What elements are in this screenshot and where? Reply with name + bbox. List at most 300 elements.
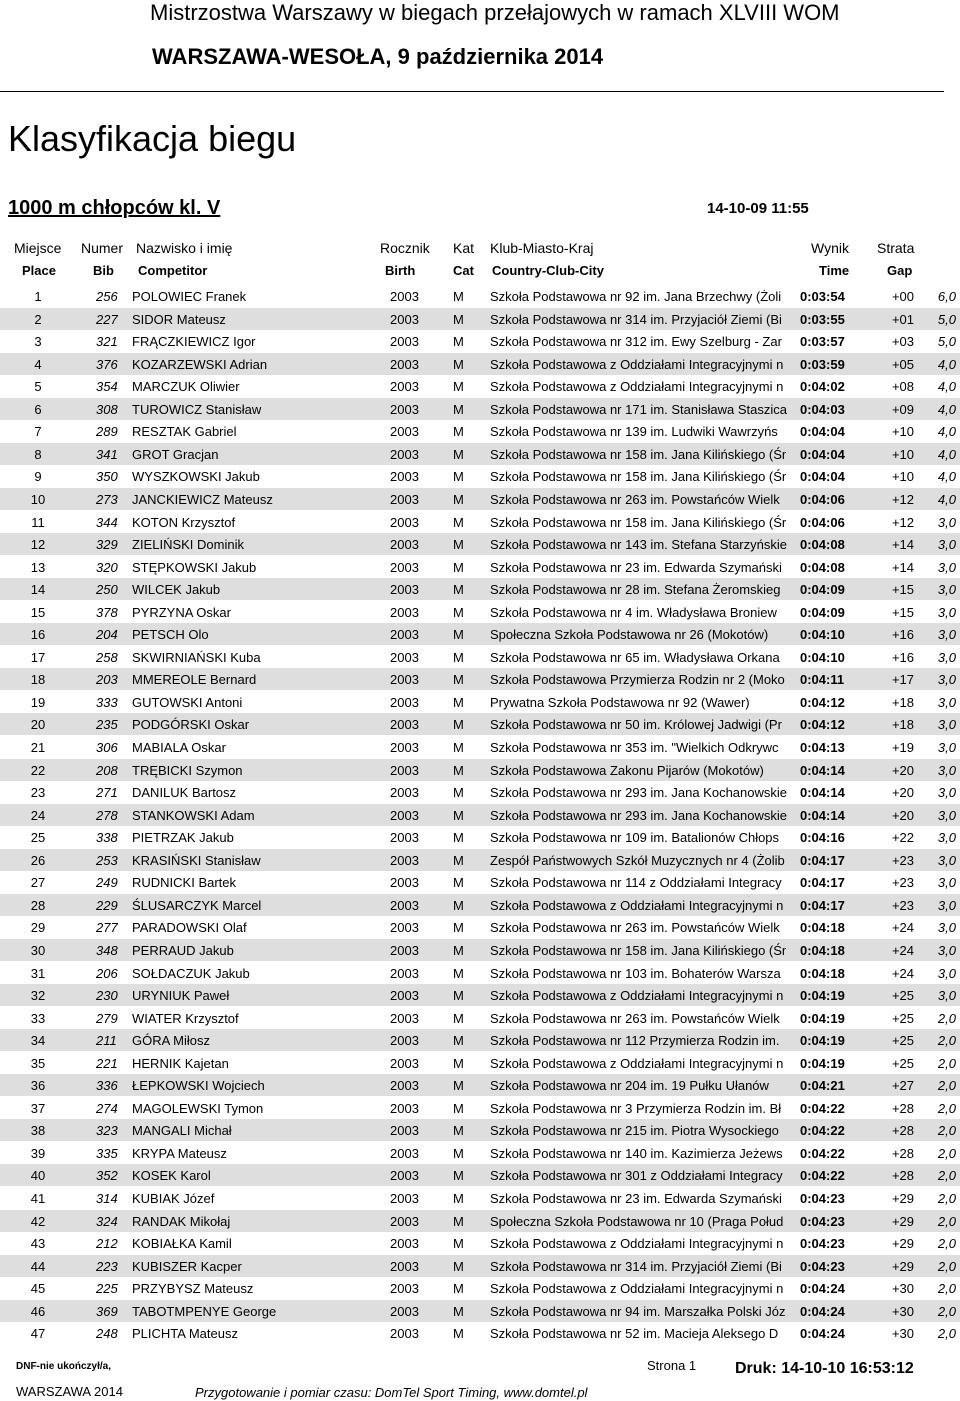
category: M	[453, 424, 464, 440]
points: 2,0	[937, 1145, 956, 1161]
category: M	[453, 920, 464, 936]
competitor-name: RESZTAK Gabriel	[132, 424, 237, 440]
place-cell: 9	[34, 469, 42, 485]
place-cell: 3	[34, 334, 42, 350]
club-name: Prywatna Szkoła Podstawowa nr 92 (Wawer)	[490, 694, 750, 710]
points: 3,0	[937, 988, 956, 1004]
time-gap: +25	[891, 1010, 914, 1026]
birth-year: 2003	[390, 920, 419, 936]
points: 3,0	[937, 740, 956, 755]
points: 5,0	[937, 311, 956, 327]
competitor-name: FRĄCZKIEWICZ Igor	[132, 334, 256, 350]
competitor-name: PYRZYNA Oskar	[132, 604, 231, 620]
place-cell: 38	[30, 1123, 46, 1139]
place-cell: 18	[30, 672, 46, 688]
category: M	[453, 627, 464, 643]
place-cell: 4	[34, 356, 42, 372]
points: 3,0	[937, 649, 956, 665]
points: 2,0	[937, 1010, 956, 1026]
bib-cell: 208	[96, 762, 118, 778]
time-gap: +28	[891, 1100, 914, 1116]
table-row	[0, 1097, 960, 1119]
race-name: 1000 m chłopców kl. V	[8, 197, 221, 219]
event-subtitle: WARSZAWA-WESOŁA, 9 października 2014	[152, 44, 604, 69]
place-cell: 27	[30, 875, 46, 891]
table-row	[0, 420, 960, 442]
bib-cell: 335	[96, 1145, 118, 1161]
bib-cell: 278	[96, 807, 118, 823]
category: M	[453, 965, 464, 981]
club-name: Szkoła Podstawowa z Oddziałami Integracyjnymi n	[490, 356, 784, 372]
birth-year: 2003	[390, 1168, 419, 1184]
competitor-name: JANCKIEWICZ Mateusz	[132, 491, 273, 507]
birth-year: 2003	[390, 311, 419, 327]
club-name: Szkoła Podstawowa nr 215 im. Piotra Wysockiego	[490, 1123, 779, 1139]
birth-year: 2003	[390, 379, 419, 395]
category: M	[453, 897, 464, 913]
finish-time: 0:04:23	[800, 1236, 845, 1252]
club-name: Szkoła Podstawowa nr 109 im. Batalionów Chłops	[490, 830, 780, 846]
club-name: Szkoła Podstawowa nr 312 im. Ewy Szelburg - Zar	[490, 334, 782, 350]
time-gap: +15	[891, 582, 914, 598]
place-cell: 19	[30, 694, 46, 710]
category: M	[453, 1078, 464, 1094]
place-cell: 33	[30, 1010, 46, 1026]
place-cell: 17	[30, 649, 46, 665]
time-gap: +25	[891, 1055, 914, 1071]
competitor-name: POLOWIEC Franek	[132, 289, 247, 304]
birth-year: 2003	[390, 942, 419, 958]
table-row	[0, 1007, 960, 1029]
place-cell: 30	[30, 942, 46, 958]
category: M	[453, 491, 464, 507]
competitor-name: TUROWICZ Stanisław	[132, 401, 262, 417]
club-name: Szkoła Podstawowa nr 171 im. Stanisława Staszica	[490, 401, 787, 417]
competitor-name: MMEREOLE Bernard	[132, 672, 257, 688]
time-gap: +20	[891, 762, 914, 778]
competitor-name: PRZYBYSZ Mateusz	[132, 1281, 254, 1297]
bib-cell: 333	[96, 694, 118, 710]
points: 2,0	[937, 1033, 956, 1049]
bib-cell: 306	[96, 740, 118, 755]
finish-time: 0:04:21	[800, 1078, 845, 1094]
time-gap: +24	[891, 965, 914, 981]
place-cell: 13	[30, 559, 46, 575]
col-header-time: Wynik	[811, 240, 849, 256]
points: 4,0	[937, 446, 956, 462]
time-gap: +12	[891, 491, 914, 507]
table-row	[0, 1052, 960, 1074]
place-cell: 2	[34, 311, 42, 327]
place-cell: 25	[30, 830, 46, 846]
table-row	[0, 578, 960, 600]
time-gap: +10	[891, 446, 914, 462]
time-gap: +18	[891, 717, 914, 733]
club-name: Szkoła Podstawowa nr 158 im. Jana Kilińskiego (Śr	[490, 514, 787, 530]
time-gap: +30	[891, 1326, 914, 1342]
club-name: Szkoła Podstawowa nr 112 Przymierza Rodzin im.	[490, 1033, 780, 1049]
table-row	[0, 916, 960, 938]
club-name: Szkoła Podstawowa nr 158 im. Jana Kilińskiego (Śr	[490, 446, 787, 462]
time-gap: +18	[891, 694, 914, 710]
finish-time: 0:04:09	[800, 582, 845, 598]
table-row	[0, 668, 960, 690]
category: M	[453, 1055, 464, 1071]
time-gap: +29	[891, 1213, 914, 1229]
finish-time: 0:03:59	[800, 356, 845, 372]
finish-time: 0:03:54	[800, 289, 845, 304]
bib-cell: 308	[96, 401, 118, 417]
club-name: Szkoła Podstawowa z Oddziałami Integracyjnymi n	[490, 1055, 784, 1071]
category: M	[453, 942, 464, 958]
time-gap: +23	[891, 875, 914, 891]
category: M	[453, 1191, 464, 1206]
timing-credit: Przygotowanie i pomiar czasu: DomTel Sport Timing, www.domtel.pl	[195, 1385, 588, 1400]
category: M	[453, 785, 464, 801]
table-row	[0, 894, 960, 916]
birth-year: 2003	[390, 717, 419, 733]
place-cell: 22	[30, 762, 46, 778]
competitor-name: TABOTMPENYE George	[132, 1303, 277, 1319]
finish-time: 0:04:22	[800, 1123, 845, 1139]
time-gap: +25	[891, 988, 914, 1004]
category: M	[453, 1303, 464, 1319]
bib-cell: 273	[96, 491, 118, 507]
place-cell: 24	[30, 807, 46, 823]
finish-time: 0:04:17	[800, 897, 845, 913]
competitor-name: STANKOWSKI Adam	[132, 807, 255, 823]
birth-year: 2003	[390, 446, 419, 462]
club-name: Szkoła Podstawowa z Oddziałami Integracyjnymi n	[490, 988, 784, 1004]
col-header-place-en: Place	[22, 263, 56, 278]
bib-cell: 348	[96, 942, 118, 958]
finish-time: 0:03:57	[800, 334, 845, 350]
bib-cell: 256	[96, 289, 118, 304]
competitor-name: GROT Gracjan	[132, 446, 219, 462]
time-gap: +05	[891, 356, 914, 372]
time-gap: +27	[891, 1078, 914, 1094]
finish-time: 0:04:06	[800, 514, 845, 530]
bib-cell: 341	[96, 446, 118, 462]
finish-time: 0:04:09	[800, 604, 845, 620]
bib-cell: 369	[96, 1303, 118, 1319]
bib-cell: 274	[96, 1100, 118, 1116]
time-gap: +23	[891, 897, 914, 913]
bib-cell: 258	[96, 649, 118, 665]
time-gap: +25	[891, 1033, 914, 1049]
category: M	[453, 1123, 464, 1139]
table-row	[0, 1277, 960, 1299]
bib-cell: 250	[96, 582, 118, 598]
category: M	[453, 1258, 464, 1274]
bib-cell: 249	[96, 875, 118, 891]
points: 3,0	[937, 672, 956, 688]
category: M	[453, 469, 464, 485]
points: 3,0	[937, 514, 956, 530]
bib-cell: 321	[96, 334, 118, 350]
birth-year: 2003	[390, 988, 419, 1004]
finish-time: 0:03:55	[800, 311, 845, 327]
place-cell: 28	[30, 897, 46, 913]
points: 2,0	[937, 1100, 956, 1116]
table-row	[0, 1142, 960, 1164]
category: M	[453, 559, 464, 575]
points: 4,0	[937, 379, 956, 395]
finish-time: 0:04:19	[800, 988, 845, 1004]
col-header-club-en: Country-Club-City	[492, 263, 604, 278]
finish-time: 0:04:06	[800, 491, 845, 507]
finish-time: 0:04:24	[800, 1281, 845, 1297]
birth-year: 2003	[390, 1055, 419, 1071]
bib-cell: 376	[96, 356, 118, 372]
col-header-bib: Numer	[81, 240, 124, 256]
competitor-name: PLICHTA Mateusz	[132, 1326, 238, 1342]
time-gap: +16	[891, 627, 914, 643]
place-cell: 12	[30, 537, 46, 553]
birth-year: 2003	[390, 1303, 419, 1319]
category: M	[453, 1213, 464, 1229]
dnf-note: DNF-nie ukończył/a,	[16, 1361, 112, 1372]
club-name: Szkoła Podstawowa nr 92 im. Jana Brzechwy (Żoli	[490, 289, 782, 304]
finish-time: 0:04:08	[800, 559, 845, 575]
bib-cell: 211	[96, 1033, 117, 1049]
table-row	[0, 330, 960, 352]
finish-time: 0:04:22	[800, 1145, 845, 1161]
table-row	[0, 962, 960, 984]
category: M	[453, 717, 464, 733]
place-cell: 16	[30, 627, 46, 643]
place-cell: 44	[30, 1258, 46, 1274]
time-gap: +14	[891, 559, 914, 575]
col-header-place: Miejsce	[14, 240, 62, 256]
bib-cell: 223	[96, 1258, 118, 1274]
competitor-name: MANGALI Michał	[132, 1123, 232, 1139]
points: 4,0	[937, 401, 956, 417]
category: M	[453, 334, 464, 350]
birth-year: 2003	[390, 965, 419, 981]
table-row	[0, 601, 960, 623]
category: M	[453, 740, 464, 755]
col-header-cat: Kat	[453, 240, 475, 256]
table-row	[0, 488, 960, 510]
bib-cell: 221	[96, 1055, 118, 1071]
competitor-name: TRĘBICKI Szymon	[132, 762, 243, 778]
club-name: Szkoła Podstawowa nr 204 im. 19 Pułku Ułanów	[490, 1078, 769, 1094]
club-name: Szkoła Podstawowa nr 301 z Oddziałami Integracy	[490, 1168, 783, 1184]
birth-year: 2003	[390, 740, 419, 755]
time-gap: +28	[891, 1168, 914, 1184]
club-name: Szkoła Podstawowa nr 23 im. Edwarda Szymański	[490, 559, 782, 575]
table-row	[0, 759, 960, 781]
competitor-name: KRYPA Mateusz	[132, 1145, 227, 1161]
time-gap: +00	[891, 289, 914, 304]
bib-cell: 314	[96, 1191, 118, 1206]
category: M	[453, 604, 464, 620]
birth-year: 2003	[390, 582, 419, 598]
club-name: Szkoła Podstawowa z Oddziałami Integracyjnymi n	[490, 897, 784, 913]
finish-time: 0:04:17	[800, 852, 845, 868]
points: 3,0	[937, 942, 956, 958]
finish-time: 0:04:13	[800, 740, 845, 755]
finish-time: 0:04:16	[800, 830, 845, 846]
birth-year: 2003	[390, 1033, 419, 1049]
place-cell: 45	[30, 1281, 46, 1297]
place-cell: 26	[30, 852, 46, 868]
category: M	[453, 672, 464, 688]
finish-time: 0:04:18	[800, 965, 845, 981]
bib-cell: 350	[96, 469, 118, 485]
competitor-name: GUTOWSKI Antoni	[132, 694, 243, 710]
points: 5,0	[937, 334, 956, 350]
points: 3,0	[937, 785, 956, 801]
finish-time: 0:04:19	[800, 1010, 845, 1026]
points: 3,0	[937, 694, 956, 710]
finish-time: 0:04:10	[800, 649, 845, 665]
birth-year: 2003	[390, 289, 419, 304]
points: 3,0	[937, 559, 956, 575]
points: 3,0	[937, 852, 956, 868]
points: 2,0	[937, 1168, 956, 1184]
table-row	[0, 713, 960, 735]
place-cell: 7	[34, 424, 42, 440]
table-row	[0, 939, 960, 961]
table-row	[0, 984, 960, 1006]
finish-time: 0:04:24	[800, 1326, 845, 1342]
table-row	[0, 465, 960, 487]
finish-time: 0:04:08	[800, 537, 845, 553]
place-cell: 34	[30, 1033, 46, 1049]
category: M	[453, 1100, 464, 1116]
table-row	[0, 736, 960, 758]
col-header-club: Klub-Miasto-Kraj	[490, 240, 594, 256]
place-cell: 23	[30, 785, 46, 801]
category: M	[453, 1033, 464, 1049]
place-cell: 6	[34, 401, 42, 417]
place-cell: 47	[30, 1326, 46, 1342]
time-gap: +12	[891, 514, 914, 530]
bib-cell: 378	[96, 604, 118, 620]
competitor-name: ŁEPKOWSKI Wojciech	[132, 1078, 265, 1094]
competitor-name: ZIELIŃSKI Dominik	[132, 537, 244, 553]
club-name: Szkoła Podstawowa nr 65 im. Władysława Orkana	[490, 649, 780, 665]
club-name: Szkoła Podstawowa nr 158 im. Jana Kilińskiego (Śr	[490, 942, 787, 958]
birth-year: 2003	[390, 830, 419, 846]
time-gap: +23	[891, 852, 914, 868]
points: 3,0	[937, 965, 956, 981]
time-gap: +14	[891, 537, 914, 553]
birth-year: 2003	[390, 694, 419, 710]
place-cell: 35	[30, 1055, 46, 1071]
competitor-name: KUBISZER Kacper	[132, 1258, 242, 1274]
category: M	[453, 379, 464, 395]
bib-cell: 324	[96, 1213, 118, 1229]
club-name: Szkoła Podstawowa nr 50 im. Królowej Jadwigi (Pr	[490, 717, 782, 733]
table-row	[0, 1232, 960, 1254]
bib-cell: 203	[96, 672, 118, 688]
bib-cell: 253	[96, 852, 118, 868]
points: 3,0	[937, 920, 956, 936]
time-gap: +17	[891, 672, 914, 688]
finish-time: 0:04:23	[800, 1213, 845, 1229]
place-cell: 39	[30, 1145, 46, 1161]
bib-cell: 277	[96, 920, 118, 936]
birth-year: 2003	[390, 785, 419, 801]
competitor-name: MAGOLEWSKI Tymon	[132, 1100, 264, 1116]
category: M	[453, 988, 464, 1004]
time-gap: +28	[891, 1123, 914, 1139]
bib-cell: 354	[96, 379, 118, 395]
bib-cell: 235	[96, 717, 118, 733]
birth-year: 2003	[390, 604, 419, 620]
table-row	[0, 533, 960, 555]
bib-cell: 323	[96, 1123, 118, 1139]
place-cell: 41	[30, 1191, 46, 1206]
club-name: Społeczna Szkoła Podstawowa nr 10 (Praga Połud	[490, 1213, 784, 1229]
category: M	[453, 1168, 464, 1184]
points: 3,0	[937, 582, 956, 598]
birth-year: 2003	[390, 762, 419, 778]
birth-year: 2003	[390, 672, 419, 688]
points: 2,0	[937, 1055, 956, 1071]
table-row	[0, 826, 960, 848]
category: M	[453, 762, 464, 778]
points: 2,0	[937, 1191, 956, 1206]
finish-time: 0:04:14	[800, 785, 845, 801]
club-name: Szkoła Podstawowa Zakonu Pijarów (Mokotów)	[490, 762, 764, 778]
competitor-name: SIDOR Mateusz	[132, 311, 226, 327]
competitor-name: KUBIAK Józef	[132, 1191, 215, 1206]
table-row	[0, 1300, 960, 1322]
competitor-name: PIETRZAK Jakub	[132, 830, 234, 846]
table-row	[0, 443, 960, 465]
table-row	[0, 353, 960, 375]
time-gap: +20	[891, 807, 914, 823]
col-header-gap: Strata	[877, 240, 915, 256]
birth-year: 2003	[390, 1191, 419, 1206]
col-header-gap-en: Gap	[887, 263, 913, 278]
finish-time: 0:04:12	[800, 694, 845, 710]
place-cell: 36	[30, 1078, 46, 1094]
finish-time: 0:04:14	[800, 807, 845, 823]
place-cell: 43	[30, 1236, 46, 1252]
finish-time: 0:04:04	[800, 424, 845, 440]
points: 2,0	[937, 1123, 956, 1139]
table-row	[0, 849, 960, 871]
time-gap: +09	[891, 401, 914, 417]
birth-year: 2003	[390, 1213, 419, 1229]
finish-time: 0:04:24	[800, 1303, 845, 1319]
time-gap: +01	[891, 311, 914, 327]
competitor-name: PERRAUD Jakub	[132, 942, 234, 958]
time-gap: +24	[891, 920, 914, 936]
time-gap: +16	[891, 649, 914, 665]
club-name: Szkoła Podstawowa z Oddziałami Integracyjnymi n	[490, 1236, 784, 1252]
col-header-bib-en: Bib	[93, 263, 114, 278]
competitor-name: WILCEK Jakub	[132, 582, 221, 598]
birth-year: 2003	[390, 807, 419, 823]
time-gap: +08	[891, 379, 914, 395]
place-cell: 10	[30, 491, 46, 507]
category: M	[453, 401, 464, 417]
points: 2,0	[937, 1258, 956, 1274]
points: 4,0	[937, 469, 956, 485]
table-row	[0, 1119, 960, 1141]
club-name: Szkoła Podstawowa nr 103 im. Bohaterów Warsza	[490, 965, 781, 981]
table-row	[0, 691, 960, 713]
competitor-name: WYSZKOWSKI Jakub	[132, 469, 260, 485]
category: M	[453, 1236, 464, 1252]
bib-cell: 227	[96, 311, 118, 327]
